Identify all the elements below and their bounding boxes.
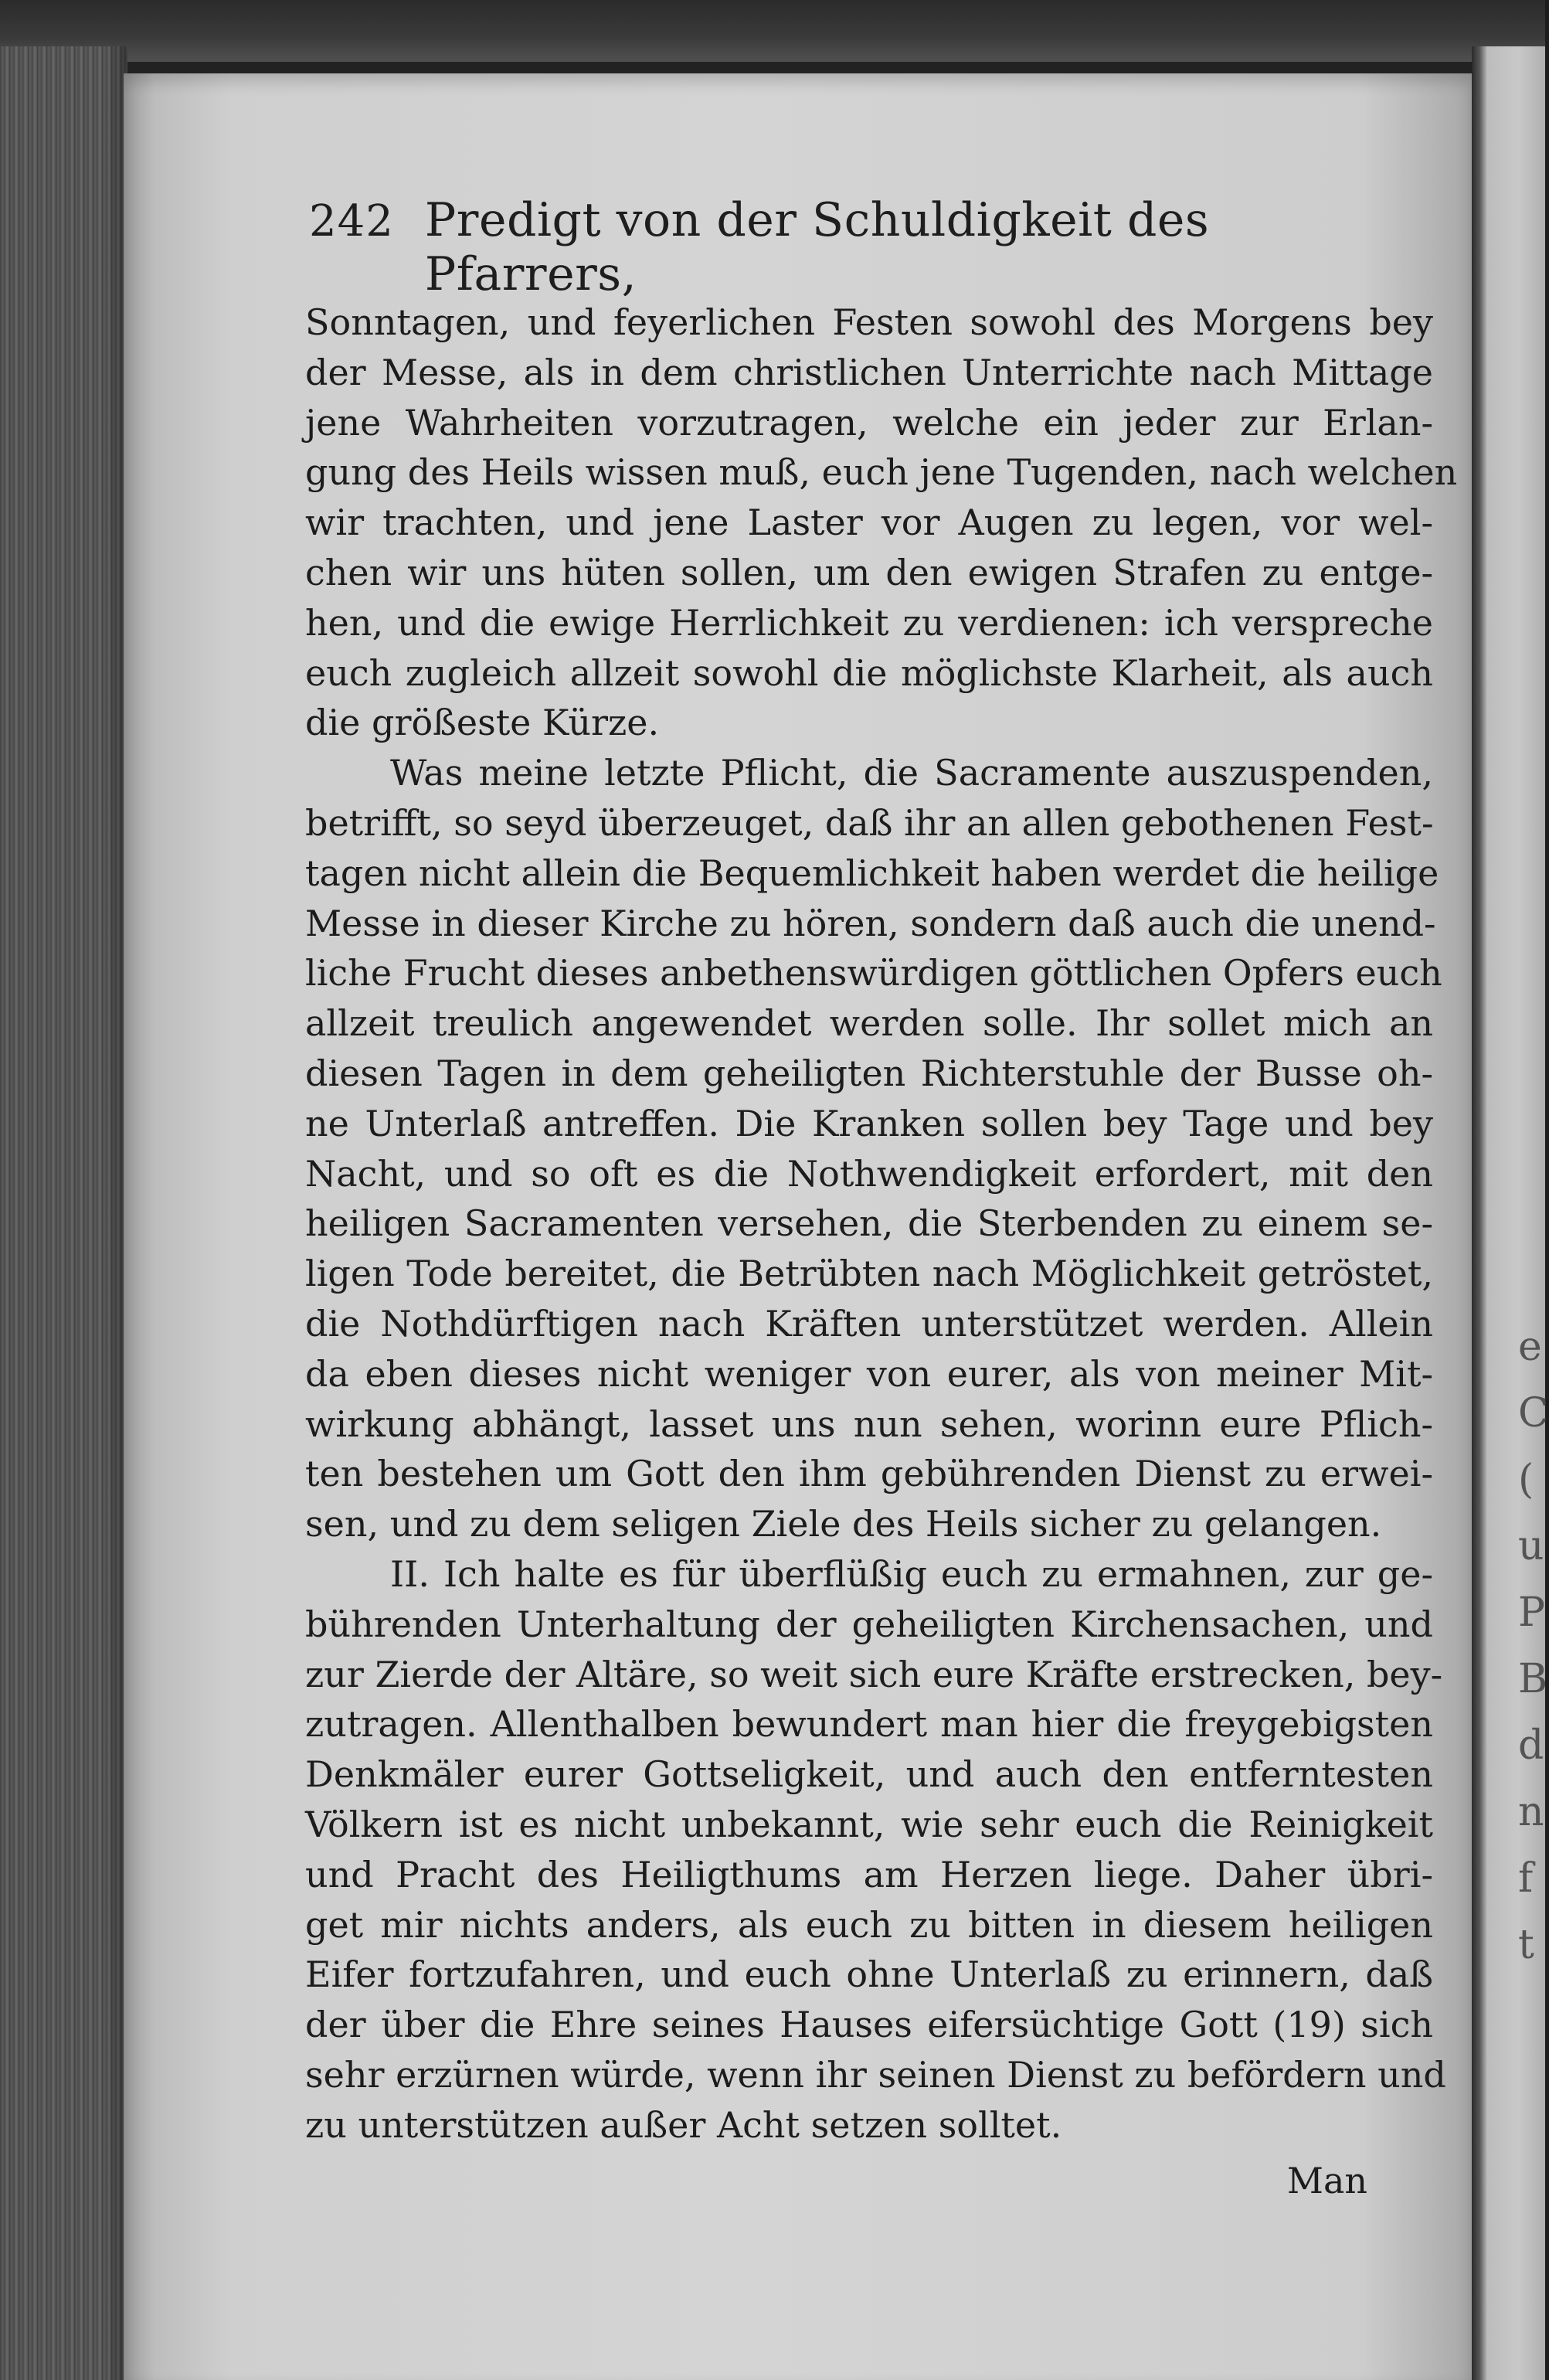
text-line: liche Frucht dieses anbethenswürdigen göttlichen Opfers euch xyxy=(305,952,1442,994)
text-line: die größeste Kürze. xyxy=(305,702,660,744)
text-line: wir trachten, und jene Laster vor Augen zu legen, vor wel- xyxy=(305,502,1433,544)
text-line: euch zugleich allzeit sowohl die möglichste Klarheit, als auch xyxy=(305,651,1433,694)
text-line: chen wir uns hüten sollen, um den ewigen Strafen zu entge- xyxy=(305,551,1433,593)
text-line: allzeit treulich angewendet werden solle. Ihr sollet mich an xyxy=(305,1002,1433,1045)
text-line: tagen nicht allein die Bequemlichkeit haben werdet die heilige xyxy=(305,852,1439,894)
body-text xyxy=(305,298,1458,2150)
text-line: II. Ich halte es für überflüßig euch zu ermahnen, zur ge- xyxy=(390,1552,1433,1595)
text-line: zu unterstützen außer Acht setzen solltet. xyxy=(305,2103,1062,2146)
text-line: zur Zierde der Altäre, so weit sich eure Kräfte erstrecken, bey- xyxy=(305,1653,1443,1695)
text-line: der über die Ehre seines Hauses eifersüchtige Gott (19) sich xyxy=(305,2004,1433,2046)
text-line: jene Wahrheiten vorzutragen, welche ein jeder zur Erlan- xyxy=(305,401,1433,444)
facing-page-edge xyxy=(1472,46,1549,2380)
text-line: gung des Heils wissen muß, euch jene Tugenden, nach welchen xyxy=(305,451,1458,494)
text-line: diesen Tagen in dem geheiligten Richterstuhle der Busse oh- xyxy=(305,1052,1433,1094)
text-line: heiligen Sacramenten versehen, die Sterbenden zu einem se- xyxy=(305,1202,1433,1245)
text-line: die Nothdürftigen nach Kräften unterstützet werden. Allein xyxy=(305,1302,1433,1345)
text-line: bührenden Unterhaltung der geheiligten Kirchensachen, und xyxy=(305,1603,1433,1645)
text-line: wirkung abhängt, lasset uns nun sehen, worinn eure Pflich- xyxy=(305,1402,1433,1445)
text-line: Eifer fortzufahren, und euch ohne Unterlaß zu erinnern, daß xyxy=(305,1953,1433,1996)
page-block-edges xyxy=(0,46,127,2380)
text-line: hen, und die ewige Herrlichkeit zu verdienen: ich verspreche xyxy=(305,601,1433,644)
page-header xyxy=(309,193,1313,301)
text-line: betrifft, so seyd überzeuget, daß ihr an allen gebothenen Fest- xyxy=(305,801,1434,844)
book-cover-edge xyxy=(0,0,1545,62)
text-line: sehr erzürnen würde, wenn ihr seinen Dienst zu befördern und xyxy=(305,2053,1446,2096)
text-line: Sonntagen, und feyerlichen Festen sowohl des Morgens bey xyxy=(305,301,1433,343)
text-line: Denkmäler eurer Gottseligkeit, und auch den entferntesten xyxy=(305,1753,1433,1796)
page-number: 242 xyxy=(309,196,394,246)
text-line: Völkern ist es nicht unbekannt, wie sehr euch die Reinigkeit xyxy=(305,1803,1433,1845)
text-line: Nacht, und so oft es die Nothwendigkeit erfordert, mit den xyxy=(305,1152,1433,1195)
text-line: der Messe, als in dem christlichen Unterrichte nach Mittage xyxy=(305,351,1433,393)
text-line: Was meine letzte Pflicht, die Sacramente auszuspenden, xyxy=(390,752,1433,794)
text-line: da eben dieses nicht weniger von eurer, als von meiner Mit- xyxy=(305,1352,1433,1395)
text-line: ne Unterlaß antreffen. Die Kranken sollen bey Tage und bey xyxy=(305,1102,1433,1144)
text-line: ten bestehen um Gott den ihm gebührenden Dienst zu erwei- xyxy=(305,1453,1433,1495)
text-line: sen, und zu dem seligen Ziele des Heils sicher zu gelangen. xyxy=(305,1503,1382,1545)
catchword: Man xyxy=(1286,2160,1367,2202)
text-line: get mir nichts anders, als euch zu bitten in diesem heiligen xyxy=(305,1903,1433,1946)
facing-page-fragment: e C ( u P B d n f t xyxy=(1518,1324,1549,1968)
text-line: Messe in dieser Kirche zu hören, sondern daß auch die unend- xyxy=(305,902,1436,944)
text-line: ligen Tode bereitet, die Betrübten nach Möglichkeit getröstet, xyxy=(305,1253,1433,1295)
text-line: und Pracht des Heiligthums am Herzen liege. Daher übri- xyxy=(305,1853,1433,1896)
text-line: zutragen. Allenthalben bewundert man hier die freygebigsten xyxy=(305,1703,1433,1746)
running-head: Predigt von der Schuldigkeit des Pfarrers, xyxy=(424,193,1210,301)
